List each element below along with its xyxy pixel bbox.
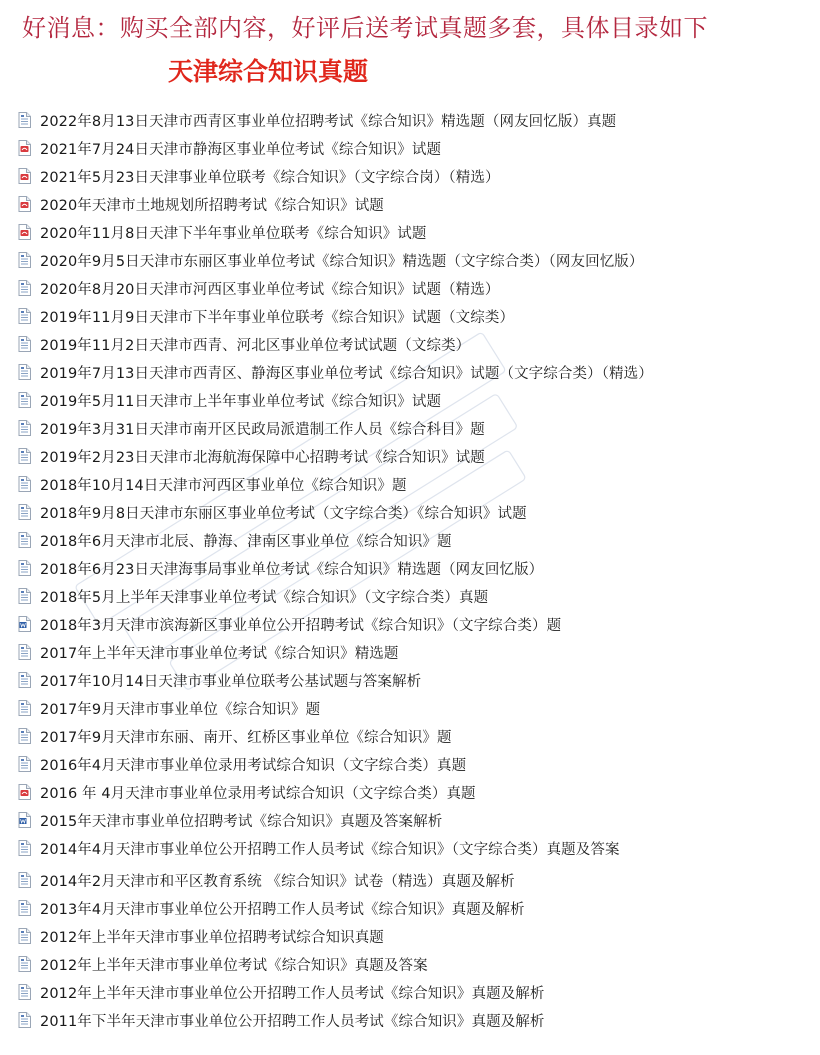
- file-name: 2021年5月23日天津事业单位联考《综合知识》（文字综合岗）（精选）: [40, 169, 500, 186]
- plain-doc-icon: [18, 872, 31, 888]
- word-icon: [18, 812, 31, 828]
- plain-doc-icon: [18, 644, 31, 660]
- file-list-item[interactable]: [18, 922, 808, 950]
- file-list-item[interactable]: [18, 330, 808, 358]
- file-list-item[interactable]: [18, 190, 808, 218]
- file-name: 2011年下半年天津市事业单位公开招聘工作人员考试《综合知识》真题及解析: [40, 1013, 545, 1030]
- file-name: 2014年4月天津市事业单位公开招聘工作人员考试《综合知识》（文字综合类）真题及答案: [40, 841, 620, 858]
- plain-doc-icon: [18, 700, 31, 716]
- file-name: 2012年上半年天津市事业单位考试《综合知识》真题及答案: [40, 957, 428, 974]
- plain-doc-icon: [18, 588, 31, 604]
- plain-doc-icon: [18, 672, 31, 688]
- file-name: 2020年8月20日天津市河西区事业单位考试《综合知识》试题（精选）: [40, 281, 500, 298]
- file-name: 2018年6月23日天津海事局事业单位考试《综合知识》精选题（网友回忆版）: [40, 561, 544, 578]
- pdf-icon: [18, 784, 31, 800]
- file-list: [18, 106, 808, 1034]
- plain-doc-icon: [18, 448, 31, 464]
- file-name: 2018年9月8日天津市东丽区事业单位考试（文字综合类）《综合知识》试题: [40, 505, 527, 522]
- file-list-item[interactable]: [18, 638, 808, 666]
- file-name: 2019年7月13日天津市西青区、静海区事业单位考试《综合知识》试题（文字综合类）（精选）: [40, 365, 653, 382]
- file-name: 2020年天津市土地规划所招聘考试《综合知识》试题: [40, 197, 384, 214]
- plain-doc-icon: [18, 336, 31, 352]
- plain-doc-icon: [18, 560, 31, 576]
- file-list-item[interactable]: [18, 134, 808, 162]
- file-name: 2014年2月天津市和平区教育系统 《综合知识》试卷（精选）真题及解析: [40, 873, 515, 890]
- pdf-icon: [18, 196, 31, 212]
- file-name: 2019年11月2日天津市西青、河北区事业单位考试试题（文综类）: [40, 337, 471, 354]
- file-name: 2019年2月23日天津市北海航海保障中心招聘考试《综合知识》试题: [40, 449, 485, 466]
- file-name: 2012年上半年天津市事业单位招聘考试综合知识真题: [40, 929, 384, 946]
- plain-doc-icon: [18, 504, 31, 520]
- file-list-item[interactable]: [18, 778, 808, 806]
- file-name: 2021年7月24日天津市静海区事业单位考试《综合知识》试题: [40, 141, 442, 158]
- file-list-item[interactable]: [18, 162, 808, 190]
- file-list-item[interactable]: [18, 666, 808, 694]
- file-name: 2019年5月11日天津市上半年事业单位考试《综合知识》试题: [40, 393, 442, 410]
- pdf-icon: [18, 168, 31, 184]
- file-list-item[interactable]: [18, 750, 808, 778]
- plain-doc-icon: [18, 984, 31, 1000]
- file-list-item[interactable]: [18, 526, 808, 554]
- file-name: 2019年3月31日天津市南开区民政局派遣制工作人员《综合科目》题: [40, 421, 485, 438]
- file-list-item[interactable]: [18, 442, 808, 470]
- file-list-item[interactable]: [18, 274, 808, 302]
- plain-doc-icon: [18, 280, 31, 296]
- plain-doc-icon: [18, 476, 31, 492]
- file-name: 2019年11月9日天津市下半年事业单位联考《综合知识》试题（文综类）: [40, 309, 515, 326]
- file-list-item[interactable]: [18, 106, 808, 134]
- file-name: 2016 年 4月天津市事业单位录用考试综合知识（文字综合类）真题: [40, 785, 476, 802]
- file-list-item[interactable]: [18, 358, 808, 386]
- file-list-item[interactable]: [18, 470, 808, 498]
- plain-doc-icon: [18, 308, 31, 324]
- plain-doc-icon: [18, 392, 31, 408]
- plain-doc-icon: [18, 420, 31, 436]
- file-list-item[interactable]: [18, 414, 808, 442]
- pdf-icon: [18, 140, 31, 156]
- file-name: 2017年9月天津市东丽、南开、红桥区事业单位《综合知识》题: [40, 729, 452, 746]
- plain-doc-icon: [18, 252, 31, 268]
- plain-doc-icon: [18, 928, 31, 944]
- file-name: 2018年6月天津市北辰、静海、津南区事业单位《综合知识》题: [40, 533, 452, 550]
- plain-doc-icon: [18, 840, 31, 856]
- file-name: 2017年上半年天津市事业单位考试《综合知识》精选题: [40, 645, 399, 662]
- file-list-item[interactable]: [18, 722, 808, 750]
- file-name: 2012年上半年天津市事业单位公开招聘工作人员考试《综合知识》真题及解析: [40, 985, 545, 1002]
- plain-doc-icon: [18, 756, 31, 772]
- file-name: 2022年8月13日天津市西青区事业单位招聘考试《综合知识》精选题（网友回忆版）真题: [40, 113, 617, 130]
- file-list-item[interactable]: [18, 866, 808, 894]
- file-list-item[interactable]: [18, 950, 808, 978]
- file-list-item[interactable]: [18, 498, 808, 526]
- file-name: 2017年9月天津市事业单位《综合知识》题: [40, 701, 321, 718]
- file-list-item[interactable]: [18, 894, 808, 922]
- plain-doc-icon: [18, 532, 31, 548]
- pdf-icon: [18, 224, 31, 240]
- file-name: 2020年9月5日天津市东丽区事业单位考试《综合知识》精选题（文字综合类）（网友回忆版）: [40, 253, 644, 270]
- plain-doc-icon: [18, 1012, 31, 1028]
- file-name: 2018年10月14日天津市河西区事业单位《综合知识》题: [40, 477, 407, 494]
- file-list-item[interactable]: [18, 978, 808, 1006]
- file-list-item[interactable]: [18, 694, 808, 722]
- file-list-item[interactable]: [18, 834, 808, 862]
- file-list-item[interactable]: [18, 554, 808, 582]
- file-name: 2015年天津市事业单位招聘考试《综合知识》真题及答案解析: [40, 813, 443, 830]
- file-name: 2018年3月天津市滨海新区事业单位公开招聘考试《综合知识》（文字综合类）题: [40, 617, 562, 634]
- file-list-item[interactable]: [18, 218, 808, 246]
- plain-doc-icon: [18, 112, 31, 128]
- plain-doc-icon: [18, 900, 31, 916]
- page-title: 天津综合知识真题: [168, 57, 369, 86]
- file-name: 2018年5月上半年天津事业单位考试《综合知识》（文字综合类）真题: [40, 589, 489, 606]
- file-name: 2017年10月14日天津市事业单位联考公基试题与答案解析: [40, 673, 422, 690]
- plain-doc-icon: [18, 364, 31, 380]
- plain-doc-icon: [18, 728, 31, 744]
- file-list-item[interactable]: [18, 246, 808, 274]
- plain-doc-icon: [18, 956, 31, 972]
- file-list-item[interactable]: [18, 806, 808, 834]
- file-name: 2020年11月8日天津下半年事业单位联考《综合知识》试题: [40, 225, 427, 242]
- word-icon: [18, 616, 31, 632]
- promo-banner: 好消息：购买全部内容，好评后送考试真题多套，具体目录如下: [22, 14, 708, 42]
- file-name: 2013年4月天津市事业单位公开招聘工作人员考试《综合知识》真题及解析: [40, 901, 525, 918]
- file-list-item[interactable]: [18, 1006, 808, 1034]
- file-name: 2016年4月天津市事业单位录用考试综合知识（文字综合类）真题: [40, 757, 467, 774]
- file-list-item[interactable]: [18, 582, 808, 610]
- file-list-item[interactable]: [18, 386, 808, 414]
- file-list-item[interactable]: [18, 302, 808, 330]
- file-list-item[interactable]: [18, 610, 808, 638]
